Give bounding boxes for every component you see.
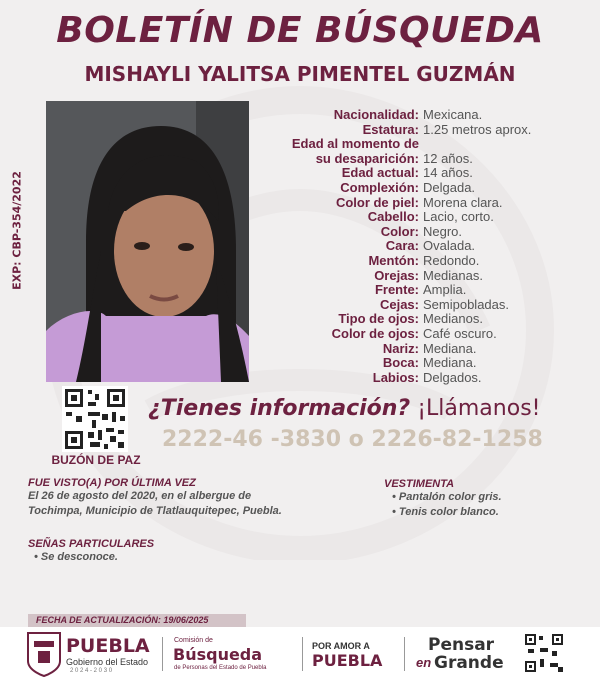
detail-value: Morena clara. [423, 194, 503, 210]
detail-label: Boca: [382, 355, 419, 371]
clothing-item: • Tenis color blanco. [392, 505, 584, 520]
qr-code[interactable] [62, 386, 128, 452]
detail-value: Medianos. [423, 311, 483, 327]
comision-text: Comisión de [174, 637, 213, 644]
clothing-item: • Pantalón color gris. [392, 490, 584, 505]
last-seen-section [28, 477, 368, 519]
detail-value: Mexicana. [423, 107, 483, 122]
detail-value: Lacio, corto. [423, 209, 494, 225]
detail-row [262, 239, 592, 254]
detail-label: Edad actual: [341, 165, 419, 181]
last-seen-line-1: El 26 de agosto del 2020, en el albergue de [28, 490, 252, 502]
bulletin-title: BOLETÍN DE BÚSQUEDA [56, 10, 544, 51]
detail-row [262, 196, 592, 211]
detail-value: Redondo. [423, 252, 480, 268]
detail-row [262, 254, 592, 269]
detail-row [262, 123, 592, 138]
detail-label: Frente: [374, 282, 419, 298]
detail-value: Medianas. [423, 267, 483, 283]
buzon-label: BUZÓN DE PAZ [51, 453, 141, 467]
marks-heading: SEÑAS PARTICULARES [28, 538, 155, 550]
detail-label: Nariz: [382, 340, 419, 356]
detail-value: Negro. [423, 223, 463, 239]
info-prompt [148, 396, 588, 421]
detail-row [262, 342, 592, 357]
detail-row [262, 327, 592, 342]
detail-label: Mentón: [368, 252, 419, 268]
grande-text: Grande [434, 653, 504, 673]
detail-label: Labios: [372, 369, 419, 385]
footer-logos [0, 627, 600, 681]
detail-row [262, 269, 592, 284]
detail-label: Color: [380, 223, 419, 239]
detail-value: Café oscuro. [423, 325, 497, 341]
detail-label: Color de ojos: [331, 325, 419, 341]
detail-label: su desaparición: [315, 150, 419, 166]
poramor-text: POR AMOR A [312, 641, 370, 651]
detail-row [262, 108, 592, 123]
footer-qr-code[interactable] [524, 633, 564, 673]
personas-text: de Personas del Estado de Puebla [174, 665, 267, 671]
detail-label: Color de piel: [335, 194, 419, 210]
detail-label: Edad al momento de [291, 136, 419, 152]
detail-label: Orejas: [374, 267, 419, 283]
en-text: en [416, 655, 432, 670]
pensar-text: Pensar [428, 635, 495, 655]
last-seen-line-2: Tochimpa, Municipio de Tlatlauquitepec, Puebla. [28, 505, 282, 517]
marks-item: • Se desconoce. [34, 550, 268, 565]
clothing-heading: VESTIMENTA [384, 478, 455, 490]
detail-row [262, 225, 592, 240]
detail-value: Amplia. [423, 282, 467, 298]
detail-value: 12 años. [423, 150, 473, 166]
person-photo [46, 101, 249, 382]
phone-numbers[interactable]: 2222-46 -3830 o 2226-82-1258 [162, 427, 543, 452]
detail-row [262, 371, 592, 386]
person-name: MISHAYLI YALITSA PIMENTEL GUZMÁN [84, 62, 516, 86]
file-number: EXP: CBP-354/2022 [10, 171, 24, 290]
puebla-slogan-text: PUEBLA [312, 651, 383, 670]
detail-row [262, 312, 592, 327]
detail-value: Mediana. [423, 340, 477, 356]
detail-row [262, 356, 592, 371]
years-text: 2 0 2 4 - 2 0 3 0 [70, 668, 113, 674]
detail-value: 1.25 metros aprox. [423, 121, 532, 137]
marks-section [28, 538, 268, 565]
detail-row [262, 210, 592, 225]
detail-value: Delgados. [423, 369, 482, 385]
call-us: ¡Llámanos! [417, 396, 541, 421]
detail-value: Mediana. [423, 355, 477, 371]
state-seal-icon [26, 631, 62, 677]
detail-value: Ovalada. [423, 238, 476, 254]
detail-value: Semipobladas. [423, 296, 509, 312]
detail-row [262, 298, 592, 313]
detail-label: Nacionalidad: [333, 107, 419, 122]
detail-label: Estatura: [362, 121, 419, 137]
detail-row [262, 166, 592, 181]
gobierno-text: Gobierno del Estado [66, 657, 149, 667]
info-question: ¿Tienes información? [148, 396, 411, 421]
detail-label: Cara: [385, 238, 419, 254]
person-details [262, 108, 592, 385]
detail-label: Complexión: [340, 179, 419, 195]
detail-label: Tipo de ojos: [338, 311, 419, 327]
detail-value: Delgada. [423, 179, 476, 195]
detail-row [262, 181, 592, 196]
detail-row [262, 137, 592, 152]
detail-row [262, 152, 592, 167]
detail-label: Cejas: [379, 296, 419, 312]
detail-value: 14 años. [423, 165, 473, 181]
last-seen-heading: FUE VISTO(A) POR ÚLTIMA VEZ [28, 477, 196, 489]
puebla-logo-text: PUEBLA [66, 635, 150, 657]
update-date: FECHA DE ACTUALIZACIÓN: 19/06/2025 [28, 614, 246, 627]
busqueda-text: Búsqueda [173, 645, 263, 664]
detail-label: Cabello: [367, 209, 419, 225]
clothing-section [384, 478, 584, 520]
detail-row [262, 283, 592, 298]
